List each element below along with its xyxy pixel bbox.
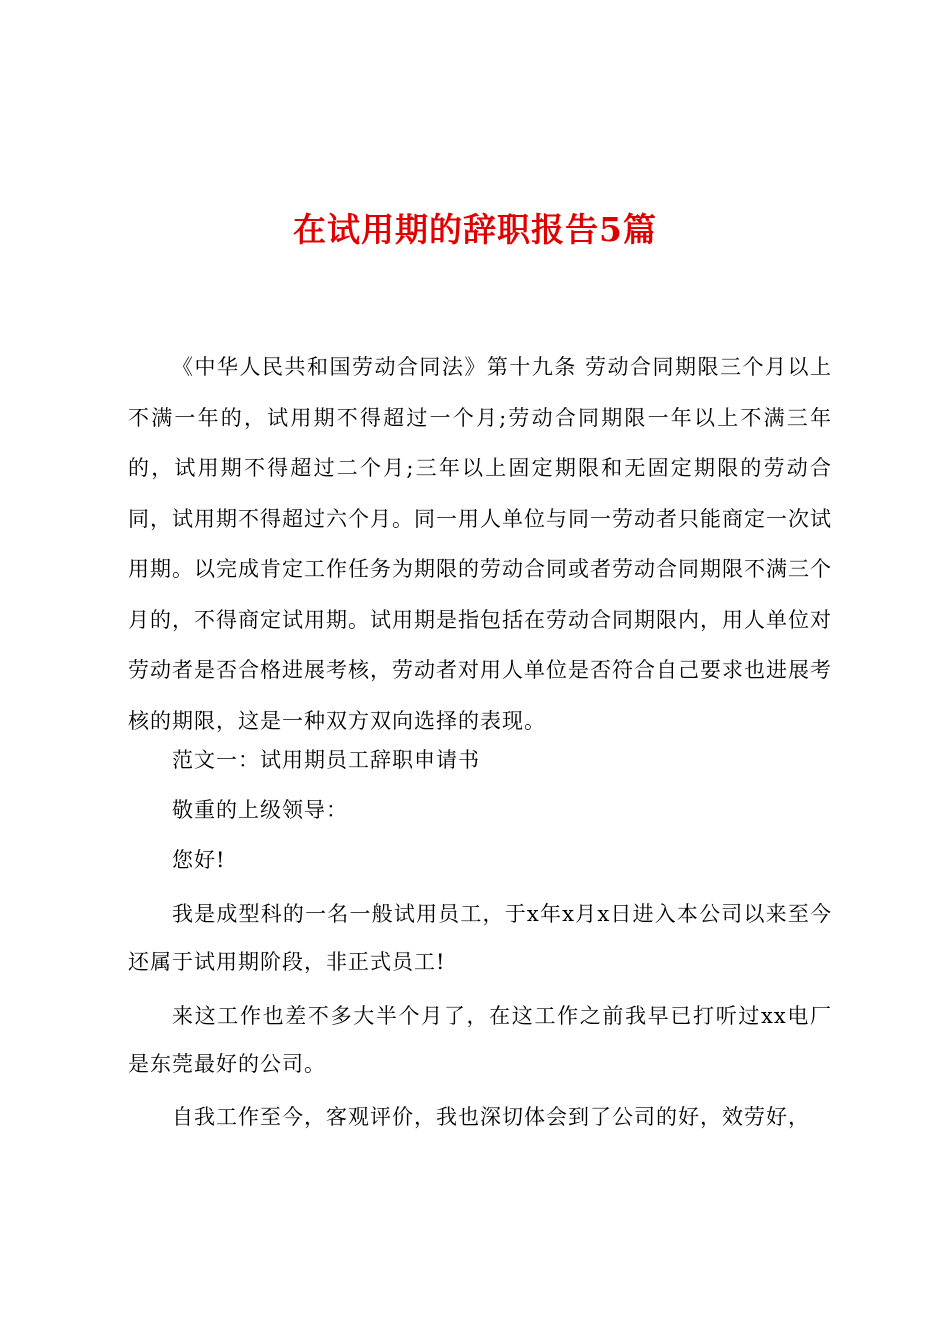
salutation: 敬重的上级领导： — [172, 798, 348, 822]
sample-heading: 范文一：试用期员工辞职申请书 — [172, 748, 480, 772]
document-title: 在试用期的辞职报告5篇 — [293, 210, 657, 249]
greeting: 您好! — [172, 848, 226, 872]
intro-paragraph: 《中华人民共和国劳动合同法》第十九条 劳动合同期限三个月以上不满一年的，试用期不得超过一个月;劳动合同期限一年以上不满三年的，试用期不得超过二个月;三年以上固定期限和无固定期限的劳动合同，试用期不得超过六个月。同一用人单位与同一劳动者只能商定一次试用期。以完成肯定工作任务为期限的劳动合同或者劳动合同期限不满三个月的，不得商定试用期。试用期是指包括在劳动合同期限内，用人单位对劳动者是否合格进展考核，劳动者对用人单位是否符合自己要求也进展考核的期限，这是一种双方双向选择的表现。 — [128, 355, 832, 733]
body-paragraph: 自我工作至今，客观评价，我也深切体会到了公司的好，效劳好， — [172, 1105, 810, 1129]
body-paragraph: 我是成型科的一名一般试用员工，于x年x月x日进入本公司以来至今还属于试用期阶段，非正式员工! — [128, 902, 832, 974]
body-paragraph: 来这工作也差不多大半个月了，在这工作之前我早已打听过xx电厂是东莞最好的公司。 — [128, 1004, 832, 1076]
